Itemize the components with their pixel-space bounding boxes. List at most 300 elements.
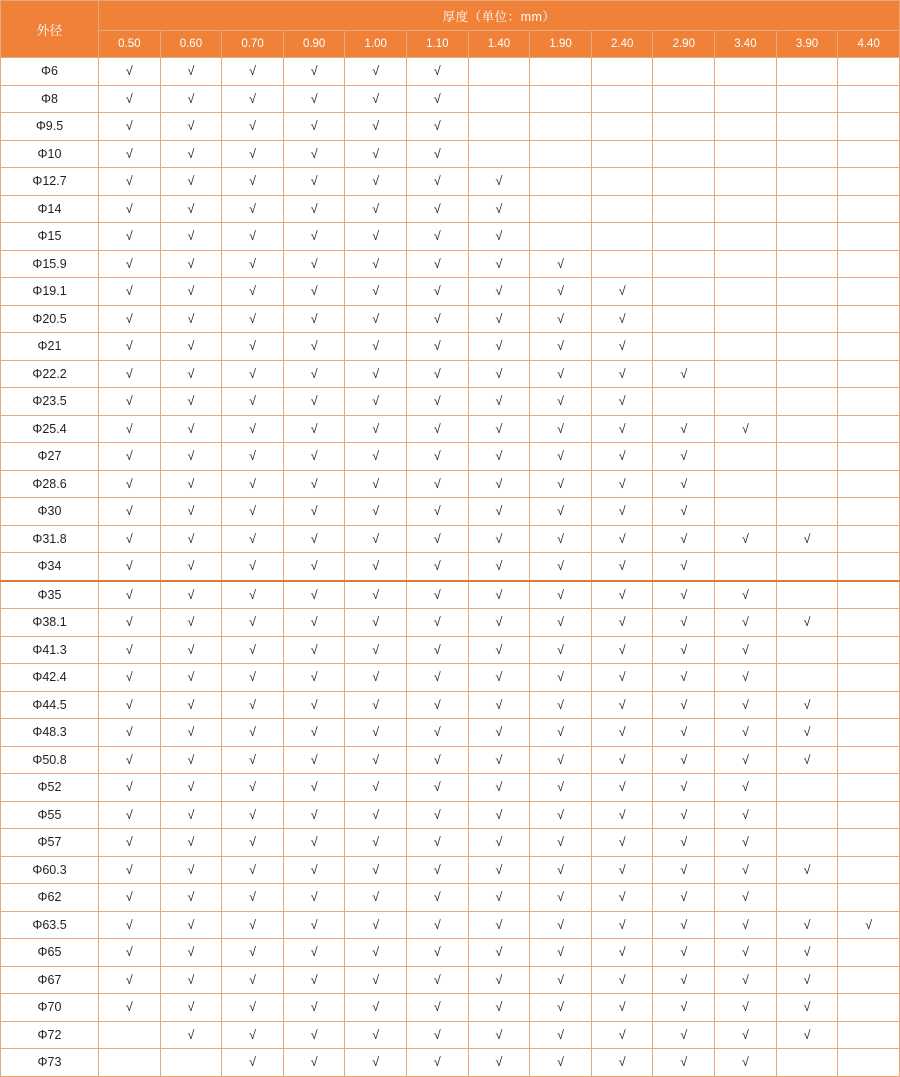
cell-availability xyxy=(222,58,284,86)
check-icon: √ xyxy=(310,780,318,795)
cell-availability xyxy=(838,994,900,1022)
check-icon: √ xyxy=(125,366,133,381)
check-icon: √ xyxy=(187,119,195,134)
check-icon: √ xyxy=(495,1055,503,1070)
check-icon: √ xyxy=(249,91,256,106)
check-icon: √ xyxy=(495,615,503,630)
cell-availability xyxy=(591,553,653,581)
check-icon: √ xyxy=(557,366,564,381)
cell-outer-diameter: Φ34 xyxy=(1,553,99,581)
cell-availability xyxy=(283,168,345,196)
check-icon: √ xyxy=(187,284,195,299)
cell-availability xyxy=(468,443,530,471)
cell-availability xyxy=(530,1049,592,1077)
check-icon: √ xyxy=(372,642,380,657)
cell-availability xyxy=(530,388,592,416)
cell-availability xyxy=(838,636,900,664)
cell-availability xyxy=(591,719,653,747)
cell-availability xyxy=(99,223,161,251)
cell-availability xyxy=(283,691,345,719)
check-icon: √ xyxy=(125,1000,133,1015)
cell-availability xyxy=(838,719,900,747)
check-icon: √ xyxy=(187,945,195,960)
cell-availability xyxy=(222,719,284,747)
check-icon: √ xyxy=(249,64,256,79)
check-icon: √ xyxy=(557,1055,564,1070)
cell-availability xyxy=(160,415,222,443)
cell-availability xyxy=(530,470,592,498)
check-icon: √ xyxy=(125,752,133,767)
cell-availability xyxy=(283,911,345,939)
check-icon: √ xyxy=(249,449,256,464)
cell-availability xyxy=(776,360,838,388)
check-icon: √ xyxy=(372,890,380,905)
cell-availability xyxy=(99,939,161,967)
table-row xyxy=(1,223,900,251)
cell-availability xyxy=(530,719,592,747)
cell-availability xyxy=(407,195,469,223)
cell-availability xyxy=(468,360,530,388)
check-icon: √ xyxy=(618,559,626,574)
cell-availability xyxy=(838,195,900,223)
check-icon: √ xyxy=(372,780,380,795)
cell-availability xyxy=(530,525,592,553)
check-icon: √ xyxy=(125,531,133,546)
cell-availability xyxy=(222,1049,284,1077)
check-icon: √ xyxy=(495,587,503,602)
check-icon: √ xyxy=(125,615,133,630)
check-icon: √ xyxy=(495,366,503,381)
cell-availability xyxy=(838,470,900,498)
cell-availability xyxy=(283,58,345,86)
cell-availability xyxy=(468,223,530,251)
cell-availability xyxy=(283,856,345,884)
cell-availability xyxy=(99,966,161,994)
cell-outer-diameter: Φ27 xyxy=(1,443,99,471)
cell-availability xyxy=(776,443,838,471)
check-icon: √ xyxy=(741,1000,749,1015)
cell-availability xyxy=(407,609,469,637)
check-icon: √ xyxy=(249,256,256,271)
check-icon: √ xyxy=(310,559,318,574)
check-icon: √ xyxy=(433,670,441,685)
cell-availability xyxy=(776,966,838,994)
cell-outer-diameter: Φ60.3 xyxy=(1,856,99,884)
cell-availability xyxy=(653,113,715,141)
check-icon: √ xyxy=(618,752,626,767)
cell-availability xyxy=(160,664,222,692)
cell-availability xyxy=(160,966,222,994)
cell-availability xyxy=(591,966,653,994)
cell-availability xyxy=(591,636,653,664)
check-icon: √ xyxy=(618,890,626,905)
check-icon: √ xyxy=(495,807,503,822)
check-icon: √ xyxy=(433,972,441,987)
check-icon: √ xyxy=(125,559,133,574)
check-icon: √ xyxy=(310,449,318,464)
cell-availability xyxy=(99,801,161,829)
check-icon: √ xyxy=(125,670,133,685)
table-row xyxy=(1,719,900,747)
check-icon: √ xyxy=(680,780,688,795)
cell-availability xyxy=(407,85,469,113)
cell-availability xyxy=(345,195,407,223)
check-icon: √ xyxy=(741,835,749,850)
cell-availability xyxy=(776,85,838,113)
cell-availability xyxy=(591,884,653,912)
check-icon: √ xyxy=(372,945,380,960)
cell-availability xyxy=(222,939,284,967)
cell-availability xyxy=(838,801,900,829)
cell-availability xyxy=(653,746,715,774)
check-icon: √ xyxy=(495,1027,503,1042)
check-icon: √ xyxy=(187,146,195,161)
check-icon: √ xyxy=(495,972,503,987)
cell-availability xyxy=(591,58,653,86)
cell-availability xyxy=(468,388,530,416)
cell-availability xyxy=(530,636,592,664)
cell-availability xyxy=(222,691,284,719)
cell-outer-diameter: Φ65 xyxy=(1,939,99,967)
cell-availability xyxy=(776,195,838,223)
cell-outer-diameter: Φ28.6 xyxy=(1,470,99,498)
cell-availability xyxy=(530,85,592,113)
cell-availability xyxy=(283,774,345,802)
cell-availability xyxy=(222,470,284,498)
cell-availability xyxy=(407,664,469,692)
cell-availability xyxy=(715,470,777,498)
check-icon: √ xyxy=(495,311,503,326)
check-icon: √ xyxy=(557,339,564,354)
cell-availability xyxy=(591,911,653,939)
check-icon: √ xyxy=(680,725,688,740)
check-icon: √ xyxy=(310,615,318,630)
cell-availability xyxy=(222,168,284,196)
cell-availability xyxy=(838,966,900,994)
check-icon: √ xyxy=(249,476,256,491)
cell-availability xyxy=(283,498,345,526)
cell-availability xyxy=(776,664,838,692)
cell-availability xyxy=(468,581,530,609)
cell-availability xyxy=(407,911,469,939)
cell-availability xyxy=(99,195,161,223)
table-row xyxy=(1,609,900,637)
check-icon: √ xyxy=(433,890,441,905)
cell-availability xyxy=(715,1049,777,1077)
check-icon: √ xyxy=(249,504,256,519)
cell-availability xyxy=(160,609,222,637)
check-icon: √ xyxy=(618,284,626,299)
cell-availability xyxy=(653,691,715,719)
cell-availability xyxy=(591,525,653,553)
check-icon: √ xyxy=(310,64,318,79)
cell-availability xyxy=(468,195,530,223)
cell-availability xyxy=(591,609,653,637)
check-icon: √ xyxy=(741,972,749,987)
cell-availability xyxy=(653,609,715,637)
check-icon: √ xyxy=(741,615,749,630)
check-icon: √ xyxy=(249,780,256,795)
check-icon: √ xyxy=(125,945,133,960)
check-icon: √ xyxy=(372,670,380,685)
cell-availability xyxy=(715,415,777,443)
cell-availability xyxy=(838,305,900,333)
check-icon: √ xyxy=(125,476,133,491)
check-icon: √ xyxy=(310,201,318,216)
table-row xyxy=(1,58,900,86)
cell-availability xyxy=(283,525,345,553)
column-header-thickness-0.60: 0.60 xyxy=(160,31,222,58)
cell-availability xyxy=(99,85,161,113)
table-row xyxy=(1,415,900,443)
check-icon: √ xyxy=(433,146,441,161)
cell-availability xyxy=(838,333,900,361)
cell-availability xyxy=(715,994,777,1022)
cell-availability xyxy=(99,609,161,637)
check-icon: √ xyxy=(495,394,503,409)
cell-availability xyxy=(99,884,161,912)
cell-availability xyxy=(468,525,530,553)
check-icon: √ xyxy=(125,697,133,712)
cell-availability xyxy=(468,58,530,86)
cell-availability xyxy=(530,1021,592,1049)
cell-availability xyxy=(222,801,284,829)
cell-availability xyxy=(283,305,345,333)
check-icon: √ xyxy=(187,449,195,464)
cell-availability xyxy=(407,884,469,912)
cell-availability xyxy=(160,85,222,113)
cell-availability xyxy=(99,58,161,86)
cell-availability xyxy=(160,774,222,802)
cell-availability xyxy=(838,415,900,443)
check-icon: √ xyxy=(125,256,133,271)
cell-availability xyxy=(345,168,407,196)
cell-outer-diameter: Φ42.4 xyxy=(1,664,99,692)
column-header-thickness-1.10: 1.10 xyxy=(407,31,469,58)
check-icon: √ xyxy=(803,917,811,932)
cell-availability xyxy=(99,746,161,774)
check-icon: √ xyxy=(741,780,749,795)
cell-availability xyxy=(345,388,407,416)
check-icon: √ xyxy=(310,339,318,354)
check-icon: √ xyxy=(557,835,564,850)
cell-outer-diameter: Φ67 xyxy=(1,966,99,994)
cell-availability xyxy=(407,1021,469,1049)
cell-availability xyxy=(222,195,284,223)
cell-availability xyxy=(407,939,469,967)
cell-availability xyxy=(591,415,653,443)
cell-availability xyxy=(776,774,838,802)
cell-availability xyxy=(776,719,838,747)
cell-availability xyxy=(715,113,777,141)
cell-availability xyxy=(283,553,345,581)
cell-availability xyxy=(715,443,777,471)
check-icon: √ xyxy=(433,229,441,244)
cell-availability xyxy=(407,856,469,884)
check-icon: √ xyxy=(249,587,256,602)
cell-availability xyxy=(407,168,469,196)
check-icon: √ xyxy=(495,559,503,574)
cell-availability xyxy=(838,113,900,141)
cell-availability xyxy=(468,691,530,719)
check-icon: √ xyxy=(249,229,256,244)
check-icon: √ xyxy=(680,945,688,960)
table-row xyxy=(1,1021,900,1049)
cell-availability xyxy=(345,525,407,553)
check-icon: √ xyxy=(680,421,688,436)
cell-availability xyxy=(838,168,900,196)
cell-availability xyxy=(715,250,777,278)
cell-availability xyxy=(591,774,653,802)
check-icon: √ xyxy=(433,284,441,299)
check-icon: √ xyxy=(187,394,195,409)
table-row xyxy=(1,939,900,967)
cell-availability xyxy=(653,278,715,306)
check-icon: √ xyxy=(310,642,318,657)
table-row xyxy=(1,801,900,829)
check-icon: √ xyxy=(433,504,441,519)
check-icon: √ xyxy=(125,64,133,79)
check-icon: √ xyxy=(249,1055,256,1070)
cell-availability xyxy=(838,856,900,884)
cell-availability xyxy=(715,719,777,747)
check-icon: √ xyxy=(433,587,441,602)
check-icon: √ xyxy=(618,366,626,381)
check-icon: √ xyxy=(433,311,441,326)
cell-availability xyxy=(653,305,715,333)
cell-availability xyxy=(468,415,530,443)
cell-availability xyxy=(653,829,715,857)
check-icon: √ xyxy=(433,945,441,960)
cell-availability xyxy=(776,498,838,526)
cell-availability xyxy=(468,333,530,361)
check-icon: √ xyxy=(433,697,441,712)
cell-availability xyxy=(160,994,222,1022)
check-icon: √ xyxy=(618,615,626,630)
check-icon: √ xyxy=(741,1055,749,1070)
check-icon: √ xyxy=(618,311,626,326)
check-icon: √ xyxy=(187,615,195,630)
cell-outer-diameter: Φ50.8 xyxy=(1,746,99,774)
cell-availability xyxy=(99,360,161,388)
check-icon: √ xyxy=(187,421,195,436)
cell-availability xyxy=(407,525,469,553)
cell-outer-diameter: Φ6 xyxy=(1,58,99,86)
check-icon: √ xyxy=(495,780,503,795)
cell-availability xyxy=(591,250,653,278)
check-icon: √ xyxy=(433,1055,441,1070)
check-icon: √ xyxy=(249,1027,256,1042)
cell-availability xyxy=(222,911,284,939)
check-icon: √ xyxy=(310,174,318,189)
cell-availability xyxy=(99,636,161,664)
cell-outer-diameter: Φ22.2 xyxy=(1,360,99,388)
check-icon: √ xyxy=(433,449,441,464)
cell-availability xyxy=(283,966,345,994)
cell-availability xyxy=(776,470,838,498)
cell-outer-diameter: Φ30 xyxy=(1,498,99,526)
cell-availability xyxy=(345,801,407,829)
check-icon: √ xyxy=(249,835,256,850)
check-icon: √ xyxy=(495,476,503,491)
cell-availability xyxy=(838,58,900,86)
cell-availability xyxy=(345,360,407,388)
check-icon: √ xyxy=(618,421,626,436)
check-icon: √ xyxy=(125,972,133,987)
check-icon: √ xyxy=(372,449,380,464)
cell-availability xyxy=(530,966,592,994)
cell-availability xyxy=(715,140,777,168)
cell-availability xyxy=(345,58,407,86)
check-icon: √ xyxy=(741,862,749,877)
cell-availability xyxy=(222,856,284,884)
cell-availability xyxy=(653,415,715,443)
table-row xyxy=(1,85,900,113)
check-icon: √ xyxy=(372,1027,380,1042)
cell-availability xyxy=(99,691,161,719)
cell-availability xyxy=(283,664,345,692)
cell-availability xyxy=(653,664,715,692)
cell-availability xyxy=(653,801,715,829)
cell-availability xyxy=(591,939,653,967)
cell-availability xyxy=(653,360,715,388)
check-icon: √ xyxy=(803,752,811,767)
cell-availability xyxy=(407,719,469,747)
cell-availability xyxy=(345,691,407,719)
cell-availability xyxy=(345,1049,407,1077)
cell-availability xyxy=(283,360,345,388)
check-icon: √ xyxy=(680,972,688,987)
cell-availability xyxy=(591,113,653,141)
cell-availability xyxy=(407,360,469,388)
column-header-thickness-2.90: 2.90 xyxy=(653,31,715,58)
cell-availability xyxy=(653,140,715,168)
check-icon: √ xyxy=(803,725,811,740)
cell-outer-diameter: Φ38.1 xyxy=(1,609,99,637)
check-icon: √ xyxy=(187,91,195,106)
check-icon: √ xyxy=(249,890,256,905)
cell-availability xyxy=(776,691,838,719)
check-icon: √ xyxy=(557,421,564,436)
check-icon: √ xyxy=(495,917,503,932)
check-icon: √ xyxy=(557,890,564,905)
cell-availability xyxy=(776,856,838,884)
cell-availability xyxy=(715,305,777,333)
check-icon: √ xyxy=(495,752,503,767)
check-icon: √ xyxy=(495,1000,503,1015)
check-icon: √ xyxy=(372,559,380,574)
cell-availability xyxy=(715,168,777,196)
check-icon: √ xyxy=(680,890,688,905)
check-icon: √ xyxy=(187,559,195,574)
cell-availability xyxy=(468,553,530,581)
table-row xyxy=(1,966,900,994)
column-header-thickness-0.90: 0.90 xyxy=(283,31,345,58)
cell-availability xyxy=(160,278,222,306)
check-icon: √ xyxy=(618,1027,626,1042)
cell-availability xyxy=(99,581,161,609)
check-icon: √ xyxy=(433,1027,441,1042)
check-icon: √ xyxy=(618,697,626,712)
cell-availability xyxy=(222,525,284,553)
cell-availability xyxy=(407,250,469,278)
cell-availability xyxy=(468,911,530,939)
cell-availability xyxy=(468,746,530,774)
cell-availability xyxy=(591,140,653,168)
cell-availability xyxy=(345,85,407,113)
cell-availability xyxy=(530,884,592,912)
check-icon: √ xyxy=(433,119,441,134)
